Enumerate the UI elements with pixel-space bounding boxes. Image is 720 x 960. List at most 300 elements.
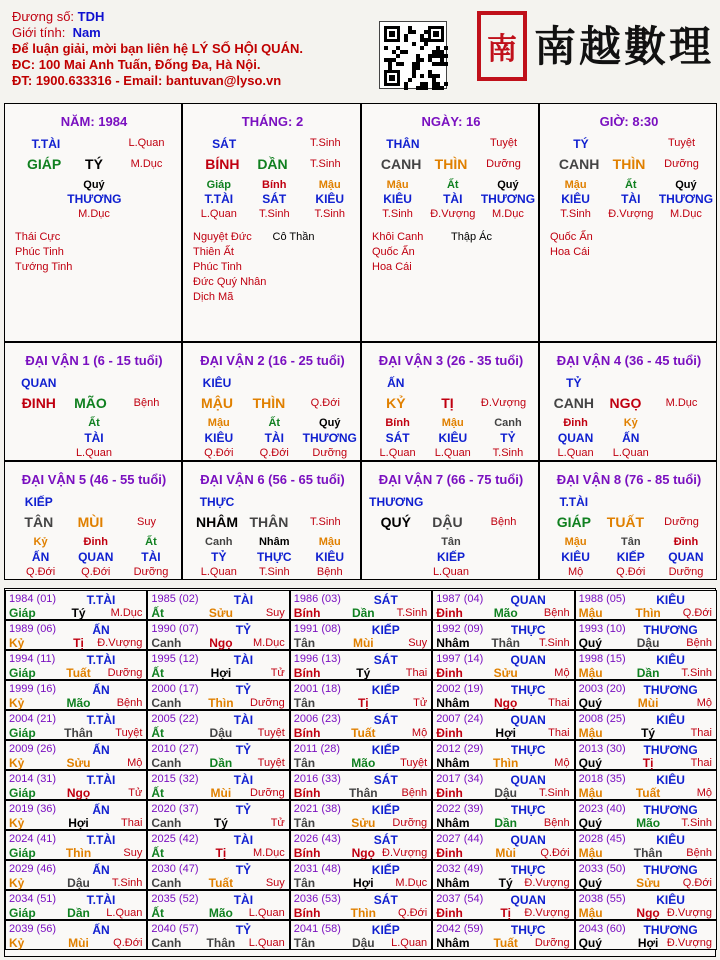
year-stage: Suy (123, 847, 143, 859)
hidden-stem: Mậu (564, 179, 587, 191)
hidden-stem: Đinh (563, 417, 588, 429)
year-stage: Bệnh (543, 817, 570, 829)
pillar-top-stage: T.Sinh (310, 137, 341, 149)
year-stem: Mậu (578, 726, 603, 740)
year-god: KIẾP (371, 863, 400, 877)
year-cell[interactable] (432, 770, 574, 800)
year-stem: Ất (151, 606, 165, 620)
year-god: THƯƠNG (643, 683, 698, 697)
year-god: TỶ (235, 683, 252, 697)
year-god: TỶ (235, 743, 252, 757)
year-stage: Mộ (554, 667, 570, 679)
dai-van-stage: Dưỡng (664, 516, 699, 528)
year-cell[interactable] (290, 740, 432, 770)
hidden-god: TỶ (211, 550, 227, 564)
dai-van-card (539, 461, 717, 580)
year-stem: Tân (293, 696, 316, 710)
dai-van-card (361, 461, 539, 580)
year-cell[interactable] (575, 800, 717, 830)
year-branch: Sửu (351, 816, 376, 830)
year-label: 2017 (34) (436, 773, 484, 785)
year-god: T.TÀI (86, 713, 116, 727)
year-cell[interactable] (5, 770, 147, 800)
year-label: 1993 (10) (578, 623, 626, 635)
year-cell[interactable] (290, 890, 432, 920)
pillar-card (539, 103, 717, 342)
year-stem: Giáp (9, 906, 36, 920)
dai-van-stage: M.Dục (665, 397, 698, 409)
year-label: 2009 (26) (9, 743, 57, 755)
label-name: Đương số: (12, 9, 75, 24)
year-branch: Hợi (68, 816, 89, 830)
hidden-stage: T.Sinh (560, 208, 591, 220)
pillar-title: NĂM: 1984 (60, 114, 128, 129)
year-stem: Tân (293, 936, 316, 950)
dai-van-stage: T.Sinh (310, 516, 341, 528)
phone-line: ĐT: 1900.633316 - Email: bantuvan@lyso.vn (12, 73, 282, 88)
star-item: Cô Thần (272, 231, 315, 243)
dai-van-branch: MÃO (74, 395, 107, 411)
year-branch: Tị (357, 696, 369, 710)
year-cell[interactable] (290, 590, 432, 620)
dai-van-title: ĐẠI VẬN 4 (36 - 45 tuổi) (556, 353, 702, 368)
pillar-branch: THÌN (612, 156, 646, 172)
year-cell[interactable] (5, 710, 147, 740)
address-line: ĐC: 100 Mai Anh Tuấn, Đống Đa, Hà Nội. (12, 57, 261, 72)
year-branch: Thân (633, 846, 663, 860)
year-cell[interactable] (290, 620, 432, 650)
hidden-stage: Q.Đới (616, 566, 646, 578)
dai-van-title: ĐẠI VẬN 5 (46 - 55 tuổi) (21, 472, 167, 487)
year-branch: Tị (215, 846, 227, 860)
year-stem: Kỷ (9, 696, 25, 710)
year-branch: Mùi (210, 786, 232, 800)
hidden-stage: L.Quan (557, 447, 594, 459)
year-cell[interactable] (432, 920, 574, 950)
year-cell[interactable] (290, 710, 432, 740)
year-stem: Ất (151, 786, 165, 800)
year-branch: Dậu (636, 636, 660, 650)
hidden-god: T.TÀI (204, 192, 234, 206)
year-god: KIẾP (371, 803, 400, 817)
year-god: THƯƠNG (643, 923, 698, 937)
year-cell[interactable] (575, 920, 717, 950)
year-stem: Đinh (436, 906, 463, 920)
year-cell[interactable] (147, 590, 289, 620)
year-stem: Giáp (9, 666, 36, 680)
dai-van-stem: MẬU (201, 395, 233, 411)
year-god: ẤN (92, 803, 110, 817)
year-stage: Dưỡng (534, 937, 570, 949)
year-cell[interactable] (432, 710, 574, 740)
hidden-god: KIÊU (561, 192, 590, 206)
year-stem: Quý (578, 756, 602, 770)
year-cell[interactable] (147, 830, 289, 860)
year-stem: Quý (578, 876, 602, 890)
year-label: 2015 (32) (151, 773, 199, 785)
year-label: 2043 (60) (578, 923, 626, 935)
year-cell[interactable] (575, 650, 717, 680)
year-stage: Tuyệt (400, 757, 428, 769)
year-stem: Canh (151, 696, 182, 710)
year-stage: M.Dục (253, 847, 285, 859)
year-label: 2037 (54) (436, 893, 484, 905)
year-stage: T.Sinh (681, 817, 712, 829)
seal-icon: 南 (477, 11, 527, 81)
year-stage: Thai (405, 667, 428, 679)
year-stage: T.Sinh (396, 607, 428, 619)
hidden-stage: L.Quan (200, 208, 237, 220)
year-branch: Dần (67, 906, 90, 920)
star-item: Quốc Ấn (372, 246, 415, 258)
year-cell[interactable] (575, 680, 717, 710)
year-cell[interactable] (147, 620, 289, 650)
year-cell[interactable] (5, 920, 147, 950)
year-stem: Đinh (436, 606, 463, 620)
year-branch: Dần (494, 816, 518, 830)
star-item: Thập Ác (451, 231, 492, 243)
year-god: THỰC (510, 863, 546, 877)
year-cell[interactable] (5, 650, 147, 680)
hidden-stage: L.Quan (432, 566, 470, 578)
year-stem: Bính (293, 906, 321, 920)
dai-van-stem: GIÁP (556, 514, 591, 530)
year-branch: Tuất (66, 666, 91, 680)
year-cell[interactable] (147, 650, 289, 680)
hidden-stem: Quý (319, 417, 341, 429)
year-label: 1997 (14) (436, 653, 484, 665)
pillar-branch: THÌN (434, 156, 468, 172)
year-cell[interactable] (5, 620, 147, 650)
year-god: QUAN (510, 893, 546, 907)
year-branch: Thìn (635, 606, 661, 620)
dai-van-stem: CANH (553, 395, 595, 411)
year-god: T.TÀI (86, 893, 116, 907)
pillar-title: GIỜ: 8:30 (599, 114, 659, 129)
year-stage: Thai (548, 727, 570, 739)
year-god: THỰC (510, 803, 546, 817)
hidden-stem: Bính (385, 417, 410, 429)
year-cell[interactable] (432, 680, 574, 710)
year-god: KIẾP (371, 623, 400, 637)
year-label: 1991 (08) (293, 623, 341, 635)
dai-van-branch: THÌN (252, 395, 286, 411)
year-stage: Thai (690, 727, 712, 739)
year-cell[interactable] (575, 860, 717, 890)
year-label: 1999 (16) (9, 683, 57, 695)
year-cell[interactable] (432, 590, 574, 620)
year-branch: Tý (498, 876, 513, 890)
year-cell[interactable] (290, 800, 432, 830)
year-stem: Nhâm (436, 636, 470, 650)
year-cell[interactable] (147, 860, 289, 890)
year-label: 1996 (13) (293, 653, 341, 665)
hidden-god: QUAN (78, 550, 114, 564)
year-cell[interactable] (5, 680, 147, 710)
year-cell[interactable] (5, 890, 147, 920)
hidden-stage: L.Quan (434, 447, 471, 459)
year-branch: Ngọ (351, 846, 375, 860)
hidden-stem: Giáp (206, 179, 232, 191)
pillar-card (182, 103, 361, 342)
year-stage: Tử (128, 787, 143, 799)
year-stem: Quý (578, 816, 602, 830)
year-cell[interactable] (432, 800, 574, 830)
year-stage: Tử (413, 697, 428, 709)
year-label: 2010 (27) (151, 743, 199, 755)
year-cell[interactable] (432, 650, 574, 680)
pillar-branch: TÝ (85, 156, 103, 172)
year-stage: Đ.Vượng (666, 937, 712, 949)
year-cell[interactable] (432, 620, 574, 650)
pillar-title: NGÀY: 16 (421, 114, 481, 129)
year-cell[interactable] (290, 680, 432, 710)
year-branch: Mùi (637, 696, 659, 710)
year-cell[interactable] (5, 740, 147, 770)
year-branch: Sửu (493, 666, 518, 680)
year-cell[interactable] (5, 860, 147, 890)
hidden-stage: T.Sinh (382, 208, 413, 220)
year-god: SÁT (373, 833, 398, 847)
year-branch: Dậu (494, 786, 518, 800)
dai-van-card (182, 461, 361, 580)
year-cell[interactable] (147, 680, 289, 710)
year-cell[interactable] (575, 710, 717, 740)
hidden-god: TÀI (443, 192, 463, 206)
year-stage: Suy (265, 607, 285, 619)
hidden-stem: Bính (262, 179, 287, 191)
star-item: Dịch Mã (193, 291, 234, 303)
year-stem: Kỷ (9, 936, 25, 950)
year-stage: L.Quan (391, 937, 428, 949)
year-stem: Canh (151, 816, 182, 830)
year-stem: Nhâm (436, 816, 470, 830)
year-cell[interactable] (290, 920, 432, 950)
dai-van-stage: Q.Đới (310, 397, 340, 409)
year-stage: Mộ (127, 757, 143, 769)
dai-van-god: KIÊU (202, 376, 232, 390)
year-stem: Canh (151, 636, 182, 650)
year-cell[interactable] (147, 800, 289, 830)
hidden-god: THƯƠNG (658, 192, 714, 206)
star-item: Khôi Canh (372, 231, 424, 243)
year-label: 2022 (39) (436, 803, 484, 815)
hidden-stage: M.Dục (78, 208, 110, 220)
year-label: 2026 (43) (293, 833, 341, 845)
hidden-god: QUAN (668, 550, 704, 564)
year-cell[interactable] (290, 860, 432, 890)
hidden-stem: Mậu (318, 179, 341, 191)
dai-van-title: ĐẠI VẬN 8 (76 - 85 tuổi) (556, 472, 702, 487)
dai-van-title: ĐẠI VẬN 3 (26 - 35 tuổi) (378, 353, 524, 368)
year-god: T.TÀI (86, 833, 116, 847)
year-stage: L.Quan (106, 907, 143, 919)
year-stage: Q.Đới (682, 877, 712, 889)
pillar-stem: CANH (380, 156, 422, 172)
year-stem: Tân (293, 816, 316, 830)
year-label: 2029 (46) (9, 863, 57, 875)
pillar-card (361, 103, 539, 342)
year-cell[interactable] (290, 650, 432, 680)
qr-code-icon[interactable] (379, 21, 447, 89)
year-branch: Hợi (637, 936, 659, 950)
year-cell[interactable] (575, 830, 717, 860)
year-branch: Sửu (66, 756, 91, 770)
year-god: SÁT (373, 893, 398, 907)
year-stem: Đinh (436, 666, 463, 680)
year-stage: Bệnh (116, 697, 143, 709)
hidden-god: TÀI (264, 431, 284, 445)
year-label: 2021 (38) (293, 803, 341, 815)
pillar-stage: Dưỡng (486, 158, 521, 170)
hidden-stage: M.Dục (670, 208, 702, 220)
year-cell[interactable] (147, 890, 289, 920)
year-branch: Mão (493, 606, 518, 620)
year-god: T.TÀI (86, 653, 116, 667)
hidden-stem: Nhâm (258, 536, 290, 548)
star-list (372, 230, 423, 275)
year-branch: Thìn (208, 696, 234, 710)
dai-van-branch: NGỌ (609, 395, 642, 411)
star-item: Hoa Cái (550, 246, 590, 258)
year-branch: Tị (73, 636, 84, 650)
contact-line: Để luận giải, mời bạn liên hệ LÝ SỐ HỘI QUÁN. (12, 41, 303, 56)
hidden-stage: Dưỡng (133, 566, 169, 578)
year-label: 1994 (11) (9, 653, 56, 665)
dai-van-stem: KỶ (386, 395, 406, 411)
year-god: TỶ (235, 863, 252, 877)
year-stem: Mậu (578, 846, 603, 860)
year-cell[interactable] (147, 710, 289, 740)
year-label: 2040 (57) (151, 923, 199, 935)
dai-van-branch: MÙI (77, 514, 104, 530)
year-stage: Tử (270, 667, 285, 679)
year-stem: Ất (151, 906, 165, 920)
hidden-stem: Mậu (386, 179, 409, 191)
year-branch: Dần (351, 606, 375, 620)
year-god: QUAN (510, 653, 546, 667)
year-cell[interactable] (575, 620, 717, 650)
year-cell[interactable] (147, 740, 289, 770)
year-branch: Tuất (493, 936, 518, 950)
year-cell[interactable] (5, 830, 147, 860)
year-stage: Q.Đới (682, 607, 712, 619)
year-god: THỰC (510, 923, 546, 937)
year-cell[interactable] (575, 890, 717, 920)
year-stem: Mậu (578, 906, 603, 920)
year-branch: Sửu (636, 876, 661, 890)
hidden-stage: T.Sinh (258, 566, 290, 578)
hidden-stage: Dưỡng (668, 566, 704, 578)
star-list-2 (451, 230, 492, 245)
hidden-stage: Đ.Vượng (608, 208, 654, 220)
year-cell[interactable] (290, 770, 432, 800)
year-stage: Thai (690, 757, 712, 769)
year-branch: Thìn (493, 756, 519, 770)
pillar-god: TÝ (573, 137, 589, 151)
year-branch: Tuất (351, 726, 376, 740)
hidden-stage: Bệnh (316, 566, 343, 578)
hidden-god: THƯƠNG (67, 192, 122, 206)
hidden-stem: Đinh (673, 536, 699, 548)
hidden-stem: Quý (497, 179, 519, 191)
year-cell[interactable] (432, 830, 574, 860)
year-stem: Quý (578, 696, 602, 710)
year-branch: Ngọ (636, 906, 660, 920)
year-cell[interactable] (432, 860, 574, 890)
year-label: 2018 (35) (578, 773, 626, 785)
dai-van-stage: Bệnh (490, 516, 517, 528)
dai-van-branch: DẬU (432, 514, 463, 530)
year-branch: Hợi (210, 666, 232, 680)
year-branch: Tị (500, 906, 512, 920)
year-god: SÁT (373, 713, 398, 727)
year-cell[interactable] (432, 890, 574, 920)
year-cell[interactable] (432, 740, 574, 770)
year-table (4, 588, 716, 957)
year-cell[interactable] (575, 590, 717, 620)
year-cell[interactable] (575, 740, 717, 770)
year-branch: Sửu (208, 606, 233, 620)
year-cell[interactable] (5, 590, 147, 620)
year-stem: Đinh (436, 726, 463, 740)
hidden-god: QUAN (557, 431, 594, 445)
year-stem: Giáp (9, 726, 36, 740)
year-label: 1986 (03) (293, 593, 341, 605)
hidden-stem: Canh (205, 536, 233, 548)
brand-title: 南越數理 (534, 22, 715, 71)
hidden-stage: M.Dục (492, 208, 524, 220)
dai-van-card (182, 342, 361, 461)
hidden-stem: Tân (620, 536, 641, 548)
hidden-stem: Ất (145, 536, 157, 548)
year-branch: Thân (64, 726, 93, 740)
year-cell[interactable] (147, 920, 289, 950)
hidden-stage: Mộ (567, 566, 584, 578)
dai-van-title: ĐẠI VẬN 6 (56 - 65 tuổi) (200, 472, 345, 487)
dai-van-card (4, 342, 182, 461)
hidden-stem: Mậu (207, 417, 230, 429)
dai-van-stem: NHÂM (196, 514, 238, 530)
year-branch: Mão (351, 756, 376, 770)
year-stage: Bệnh (543, 607, 570, 619)
year-stem: Quý (578, 936, 602, 950)
year-cell[interactable] (147, 770, 289, 800)
year-label: 2001 (18) (293, 683, 341, 695)
year-cell[interactable] (290, 830, 432, 860)
hidden-god: KIẾP (436, 550, 465, 564)
year-branch: Tý (356, 666, 371, 680)
year-label: 2002 (19) (436, 683, 484, 695)
pillar-title: THÁNG: 2 (241, 114, 304, 129)
hidden-god: TÀI (141, 550, 161, 564)
year-stage: Q.Đới (540, 847, 570, 859)
dai-van-branch: TỊ (441, 395, 454, 411)
year-stage: L.Quan (248, 937, 285, 949)
dai-van-stem: TÂN (24, 514, 54, 530)
year-label: 1998 (15) (578, 653, 626, 665)
dai-van-god: TỶ (566, 376, 582, 390)
hidden-stem: Ất (624, 179, 637, 191)
year-god: ẤN (92, 923, 110, 937)
year-cell[interactable] (575, 770, 717, 800)
year-stem: Ất (151, 726, 165, 740)
year-stem: Giáp (9, 786, 36, 800)
year-label: 1988 (05) (578, 593, 626, 605)
year-stem: Canh (151, 756, 182, 770)
year-cell[interactable] (5, 800, 147, 830)
year-stage: Tử (270, 817, 285, 829)
